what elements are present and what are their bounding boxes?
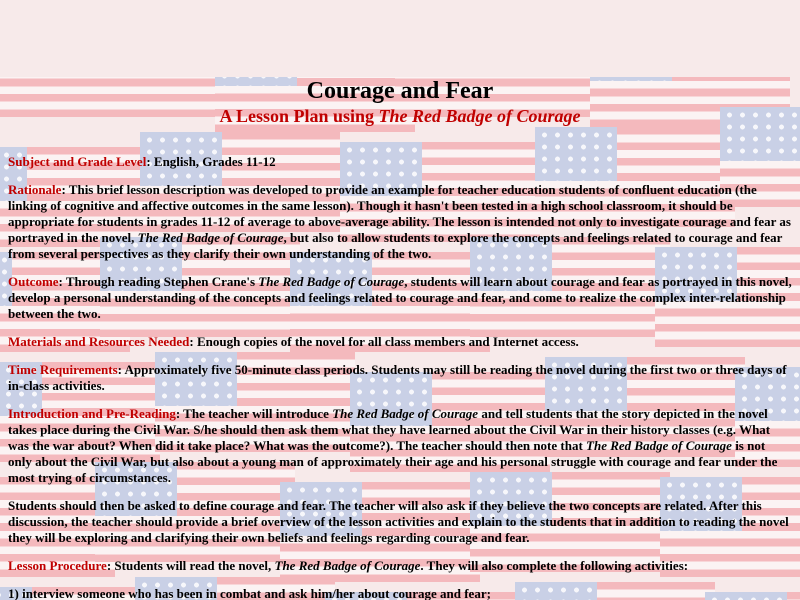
outcome-label: Outcome [8, 274, 59, 289]
intro-text: is not only about the Civil War, but also about a young man of approximately their age and his personal struggle with courage and fear under the most trying of circumstances. [8, 438, 778, 485]
rationale-label: Rationale [8, 182, 62, 197]
page-subtitle [8, 105, 792, 127]
intro-text: and tell students that the story depicted in the novel takes place during the Civil War. S/he should then ask them what they have learned about the Civil War in their history classes (e.g. What was the war about? When did it take place? What was the outcome?). The teacher should then note that [8, 406, 771, 453]
book-title: The Red Badge of Courage [137, 230, 284, 245]
book-title: The Red Badge of Courage [586, 438, 732, 453]
outcome-text: : Through reading Stephen Crane's [58, 274, 259, 289]
intro-paragraph [8, 406, 792, 486]
subject-text: : English, Grades 11-12 [146, 154, 276, 169]
activity-item: 1) interview someone who has been in combat and ask him/her about courage and fear; [8, 586, 491, 600]
outcome-text: , students will learn about courage and fear as portrayed in this novel, develop a personal understanding of the concepts and feelings related to courage and fear, and come to realize the complex inter-relationship between the two. [8, 274, 792, 321]
subject-paragraph [8, 154, 792, 170]
procedure-text: : Students will read the novel, [106, 558, 275, 573]
materials-label: Materials and Resources Needed [8, 334, 190, 349]
book-title: The Red Badge of Courage [274, 558, 421, 573]
document-body [0, 77, 800, 600]
subtitle-prefix: A Lesson Plan using [219, 106, 379, 126]
intro-text: : The teacher will introduce [175, 406, 333, 421]
intro-label: Introduction and Pre-Reading [8, 406, 176, 421]
time-label: Time Requirements [8, 362, 118, 377]
materials-text: : Enough copies of the novel for all class members and Internet access. [189, 334, 579, 349]
time-paragraph [8, 362, 792, 394]
outcome-paragraph [8, 274, 792, 322]
subject-label: Subject and Grade Level [8, 154, 147, 169]
rationale-paragraph [8, 182, 792, 262]
book-title: The Red Badge of Courage [258, 274, 405, 289]
materials-paragraph [8, 334, 792, 350]
rationale-text: : This brief lesson description was developed to provide an example for teacher education students of confluent education (the linking of cognitive and affective outcomes in the same lesson). Though it hasn't been tested in a high school classroom, it should be appropriate for students in grades 11-12 of average to above-average ability. The lesson is intended not only to investigate courage and fear as portrayed in the novel, [8, 182, 791, 245]
page-title: Courage and Fear [306, 78, 494, 104]
time-text: : Approximately five 50-minute class periods. Students may still be reading the novel during the first two or three days of in-class activities. [8, 362, 787, 393]
procedure-label: Lesson Procedure [8, 558, 107, 573]
rationale-text: , but also to allow students to explore the concepts and feelings related to courage and fear from several perspectives as they clarify their own understanding of the two. [8, 230, 783, 261]
procedure-paragraph [8, 558, 792, 574]
book-title: The Red Badge of Courage [378, 106, 581, 126]
book-title: The Red Badge of Courage [332, 406, 479, 421]
procedure-text: . They will also complete the following activities: [420, 558, 689, 573]
define-paragraph: Students should then be asked to define courage and fear. The teacher will also ask if they believe the two concepts are related. After this discussion, the teacher should provide a brief overview of the lesson activities and explain to the students that in addition to reading the novel they will be exploring and clarifying their own beliefs and feelings regarding courage and fear. [8, 498, 789, 545]
